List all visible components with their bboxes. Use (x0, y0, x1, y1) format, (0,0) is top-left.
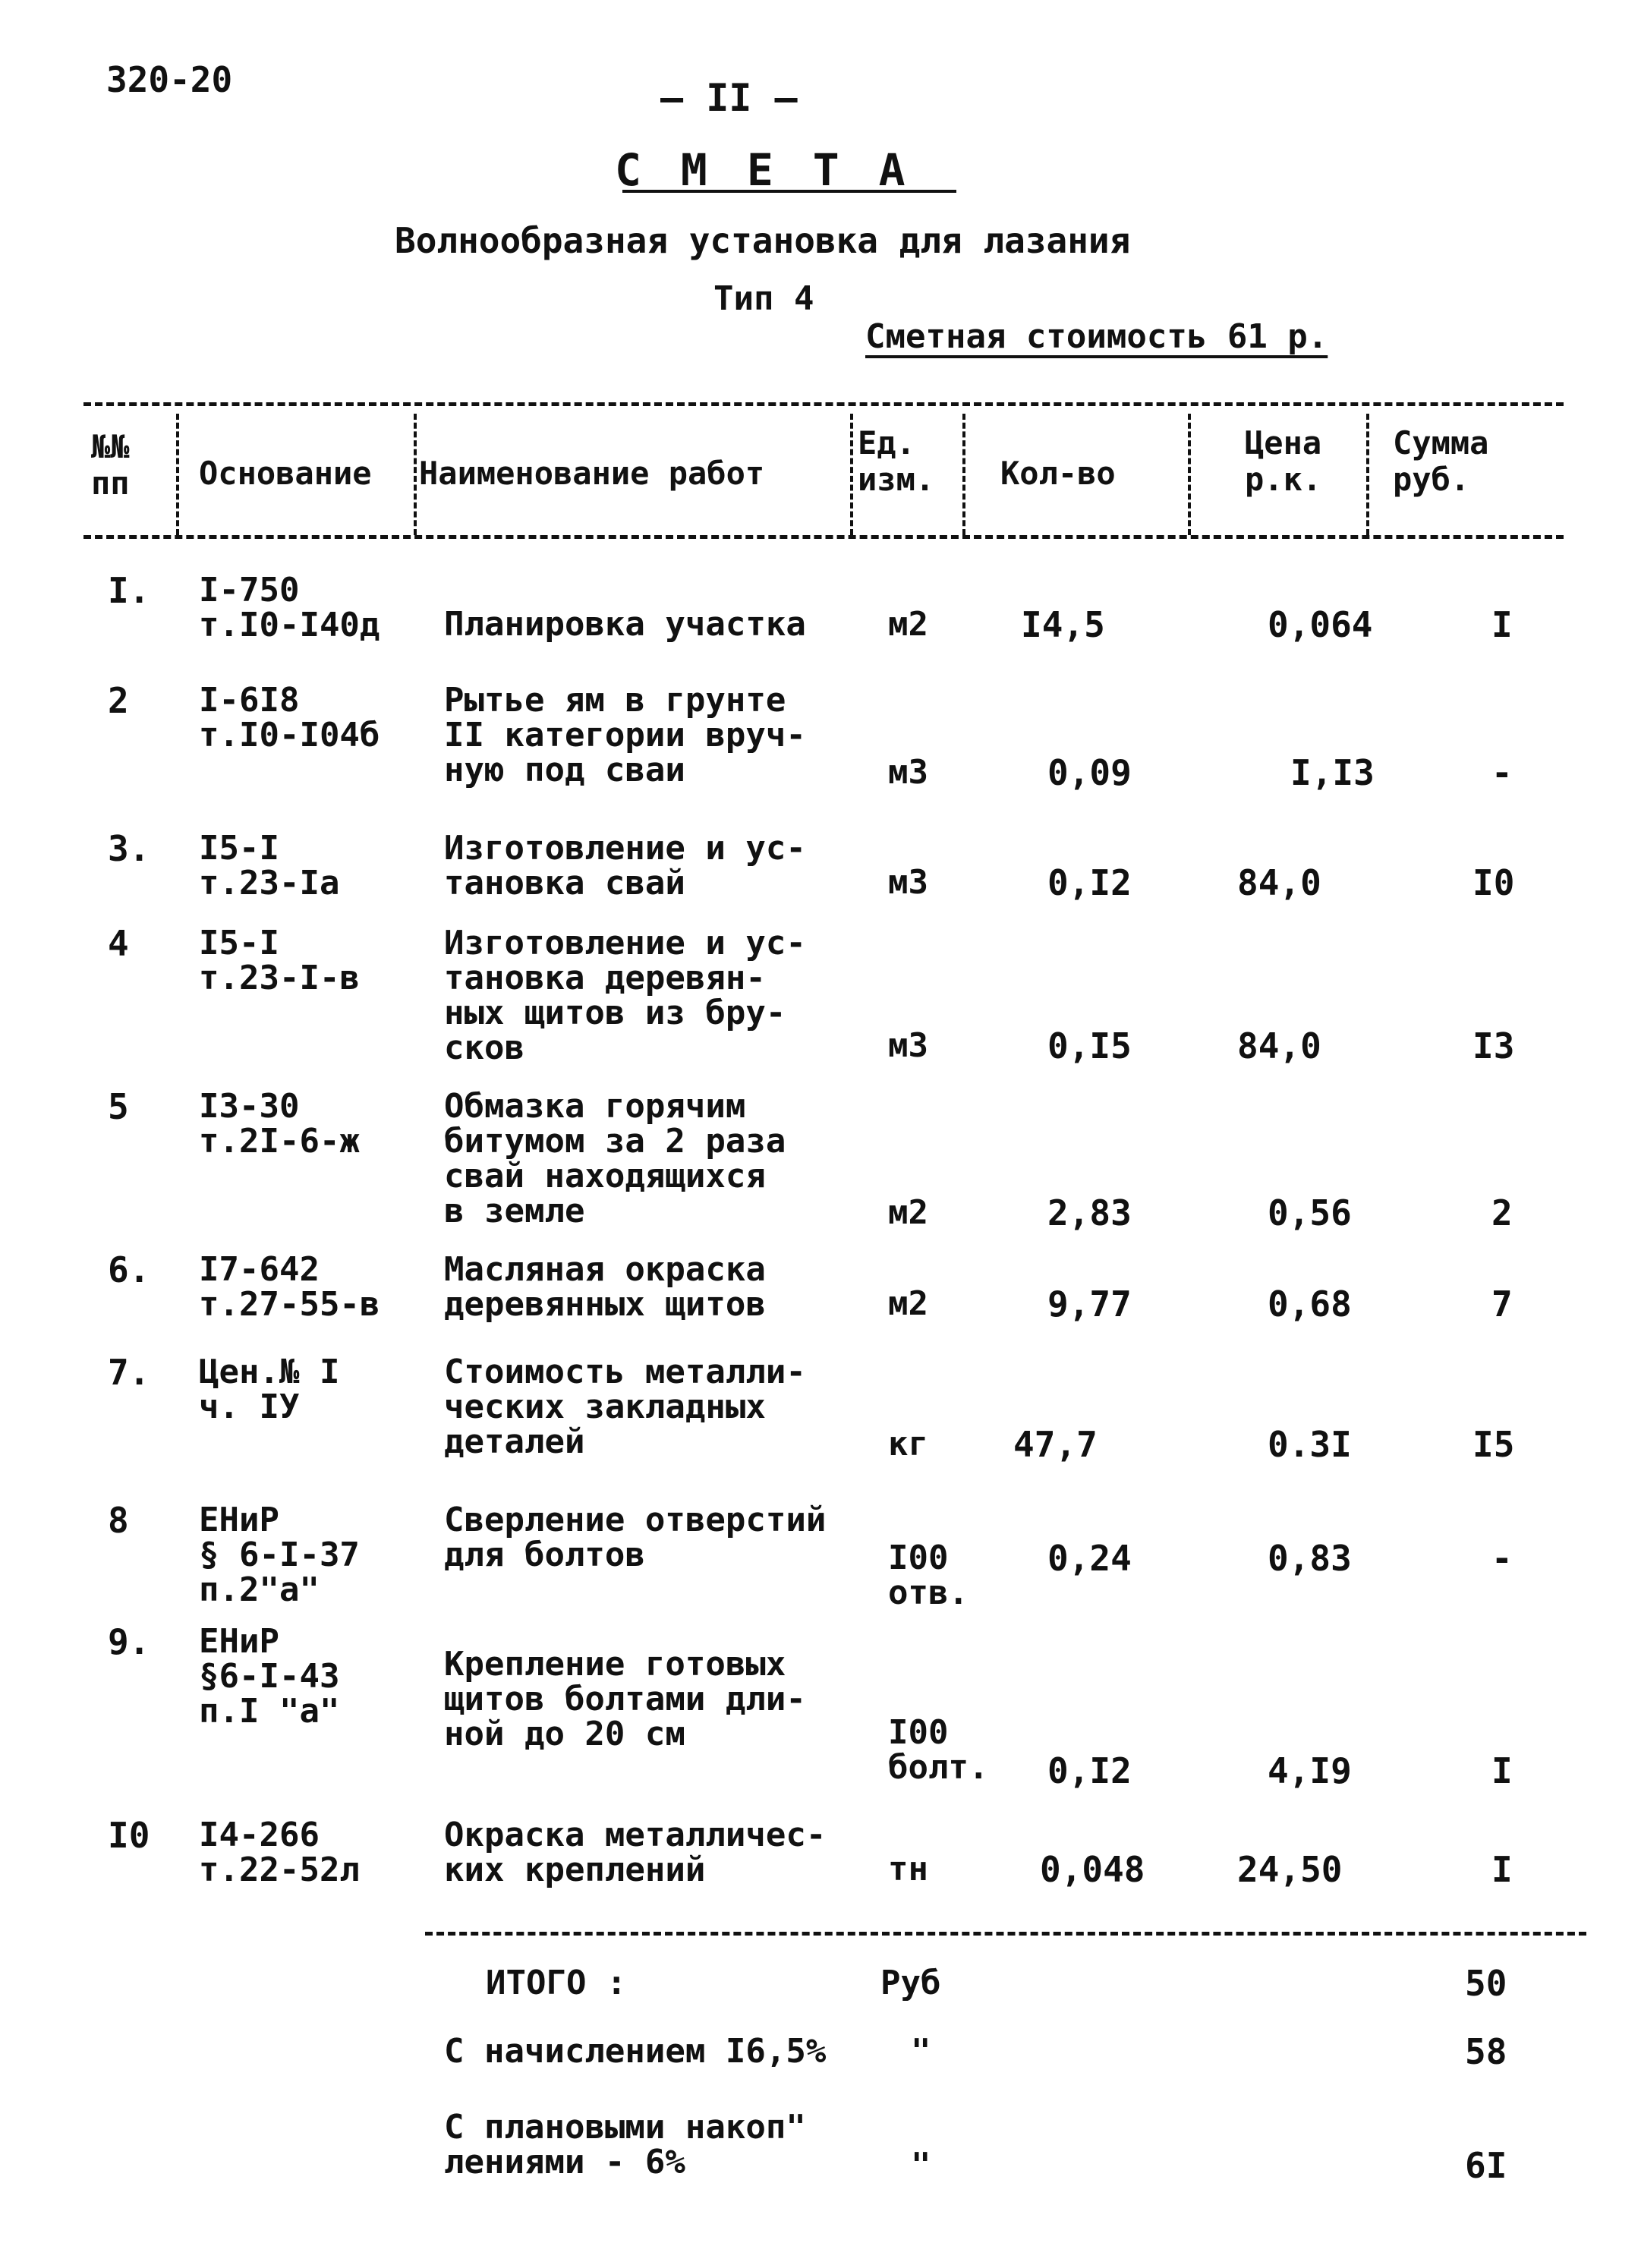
row-basis: Цен.№ I ч. IУ (199, 1353, 340, 1426)
row-number: 4 (108, 923, 129, 964)
row-sum: - (1491, 752, 1513, 793)
title-underline (622, 190, 956, 193)
row-sum: 2 (1491, 1192, 1513, 1233)
row-work-name: Обмазка горячим битумом за 2 раза свай находящихся в земле (444, 1087, 786, 1230)
row-qty: 0,24 (1047, 1538, 1132, 1579)
row-sum: I3 (1472, 1025, 1515, 1066)
row-sum: I (1491, 1849, 1513, 1890)
row-basis: ЕНиР § 6-I-37 п.2"а" (199, 1501, 360, 1609)
row-unit: м2 (888, 1193, 928, 1232)
row-qty: 9,77 (1047, 1284, 1132, 1325)
row-qty: 0,I5 (1047, 1025, 1132, 1066)
row-price: 0,064 (1268, 604, 1373, 645)
row-number: 6. (108, 1249, 150, 1290)
row-sum: 7 (1491, 1284, 1513, 1325)
row-sum: I (1491, 1750, 1513, 1791)
row-price: 0,83 (1268, 1538, 1352, 1579)
estimated-cost: Сметная стоимость 61 р. (865, 317, 1328, 356)
total-label: ИТОГО : (486, 1964, 627, 2002)
row-unit: тн (888, 1850, 928, 1888)
row-basis: I7-642 т.27-55-в (199, 1250, 380, 1324)
header-qty: Кол-во (1000, 455, 1116, 492)
row-price: I,I3 (1290, 752, 1375, 793)
row-basis: I-6I8 т.I0-I04б (199, 681, 380, 754)
row-work-name: Стоимость металли- ческих закладных деталей (444, 1353, 806, 1461)
row-price: 0,56 (1268, 1192, 1352, 1233)
row-qty: 2,83 (1047, 1192, 1132, 1233)
row-qty: 0,09 (1047, 752, 1132, 793)
header-no: №№ пп (91, 428, 130, 502)
header-price: Цена р.к. (1245, 424, 1322, 498)
row-unit: м2 (888, 1284, 928, 1323)
row-number: 5 (108, 1086, 129, 1127)
header-sum: Сумма руб. (1393, 424, 1489, 498)
total-with-savings-label: С плановыми накоп" лениями - 6% (444, 2108, 806, 2181)
header-basis: Основание (199, 455, 372, 492)
row-basis: I-750 т.I0-I40д (199, 571, 380, 644)
row-price: 0.3I (1268, 1424, 1352, 1465)
row-unit: м3 (888, 1026, 928, 1065)
row-qty: 0,I2 (1047, 862, 1132, 903)
row-qty: 0,I2 (1047, 1750, 1132, 1791)
row-sum: I0 (1472, 862, 1515, 903)
page-number: – II – (660, 76, 798, 120)
document-code: 320-20 (106, 59, 233, 100)
totals-rule (425, 1932, 1586, 1936)
row-unit: кг (888, 1425, 928, 1463)
total-with-charges-unit: " (911, 2032, 931, 2071)
total-with-savings-unit: " (911, 2146, 931, 2185)
subtitle: Волнообразная установка для лазания (395, 220, 1131, 261)
row-price: 84,0 (1237, 862, 1321, 903)
column-divider (1366, 414, 1369, 535)
row-sum: - (1491, 1538, 1513, 1579)
column-divider (414, 414, 417, 535)
row-basis: I5-I т.23-I-в (199, 924, 360, 997)
row-work-name: Масляная окраска деревянных щитов (444, 1250, 766, 1324)
row-work-name: Окраска металличес- ких креплений (444, 1816, 827, 1889)
row-number: 8 (108, 1500, 129, 1541)
row-work-name: Изготовление и ус- тановка деревян- ных щитов из бру- сков (444, 924, 806, 1067)
row-number: I0 (108, 1815, 150, 1856)
total-with-savings-value: 6I (1465, 2145, 1507, 2186)
row-work-name: Сверление отверстий для болтов (444, 1501, 827, 1574)
row-basis: I3-30 т.2I-6-ж (199, 1087, 360, 1161)
row-price: 0,68 (1268, 1284, 1352, 1325)
row-number: 9. (108, 1621, 150, 1662)
row-qty: I4,5 (1021, 604, 1105, 645)
row-unit: м3 (888, 753, 928, 792)
row-qty: 47,7 (1013, 1424, 1098, 1465)
row-basis: I4-266 т.22-52л (199, 1816, 360, 1889)
table-top-rule (83, 402, 1564, 406)
row-unit: м3 (888, 863, 928, 902)
column-divider (1188, 414, 1191, 535)
row-work-name: Крепление готовых щитов болтами дли- ной до 20 см (444, 1645, 806, 1753)
row-unit: I00 отв. (888, 1539, 969, 1612)
total-with-charges-label: С начислением I6,5% (444, 2032, 827, 2071)
row-price: 24,50 (1237, 1849, 1343, 1890)
row-number: 3. (108, 828, 150, 869)
total-value: 50 (1465, 1963, 1507, 2004)
row-unit: м2 (888, 605, 928, 644)
row-work-name: Изготовление и ус- тановка свай (444, 829, 806, 902)
type-label: Тип 4 (713, 279, 814, 318)
row-basis: I5-I т.23-Iа (199, 829, 340, 902)
row-number: 7. (108, 1352, 150, 1393)
total-with-charges-value: 58 (1465, 2031, 1507, 2072)
row-price: 84,0 (1237, 1025, 1321, 1066)
row-qty: 0,048 (1040, 1849, 1145, 1890)
row-work-name: Планировка участка (444, 605, 806, 644)
column-divider (962, 414, 965, 535)
row-work-name: Рытье ям в грунте II категории вруч- ную под сваи (444, 681, 806, 789)
header-unit: Ед. изм. (858, 424, 935, 498)
row-sum: I5 (1472, 1424, 1515, 1465)
column-divider (850, 414, 853, 535)
total-unit: Руб (880, 1964, 941, 2002)
row-price: 4,I9 (1268, 1750, 1352, 1791)
row-number: 2 (108, 680, 129, 721)
row-sum: I (1491, 604, 1513, 645)
row-unit: I00 болт. (888, 1713, 989, 1787)
column-divider (176, 414, 179, 535)
row-basis: ЕНиР §6-I-43 п.I "а" (199, 1622, 340, 1731)
header-name: Наименование работ (419, 455, 765, 492)
header-bottom-rule (83, 535, 1564, 539)
row-number: I. (108, 570, 150, 611)
page-title: СМЕТА (615, 144, 945, 196)
